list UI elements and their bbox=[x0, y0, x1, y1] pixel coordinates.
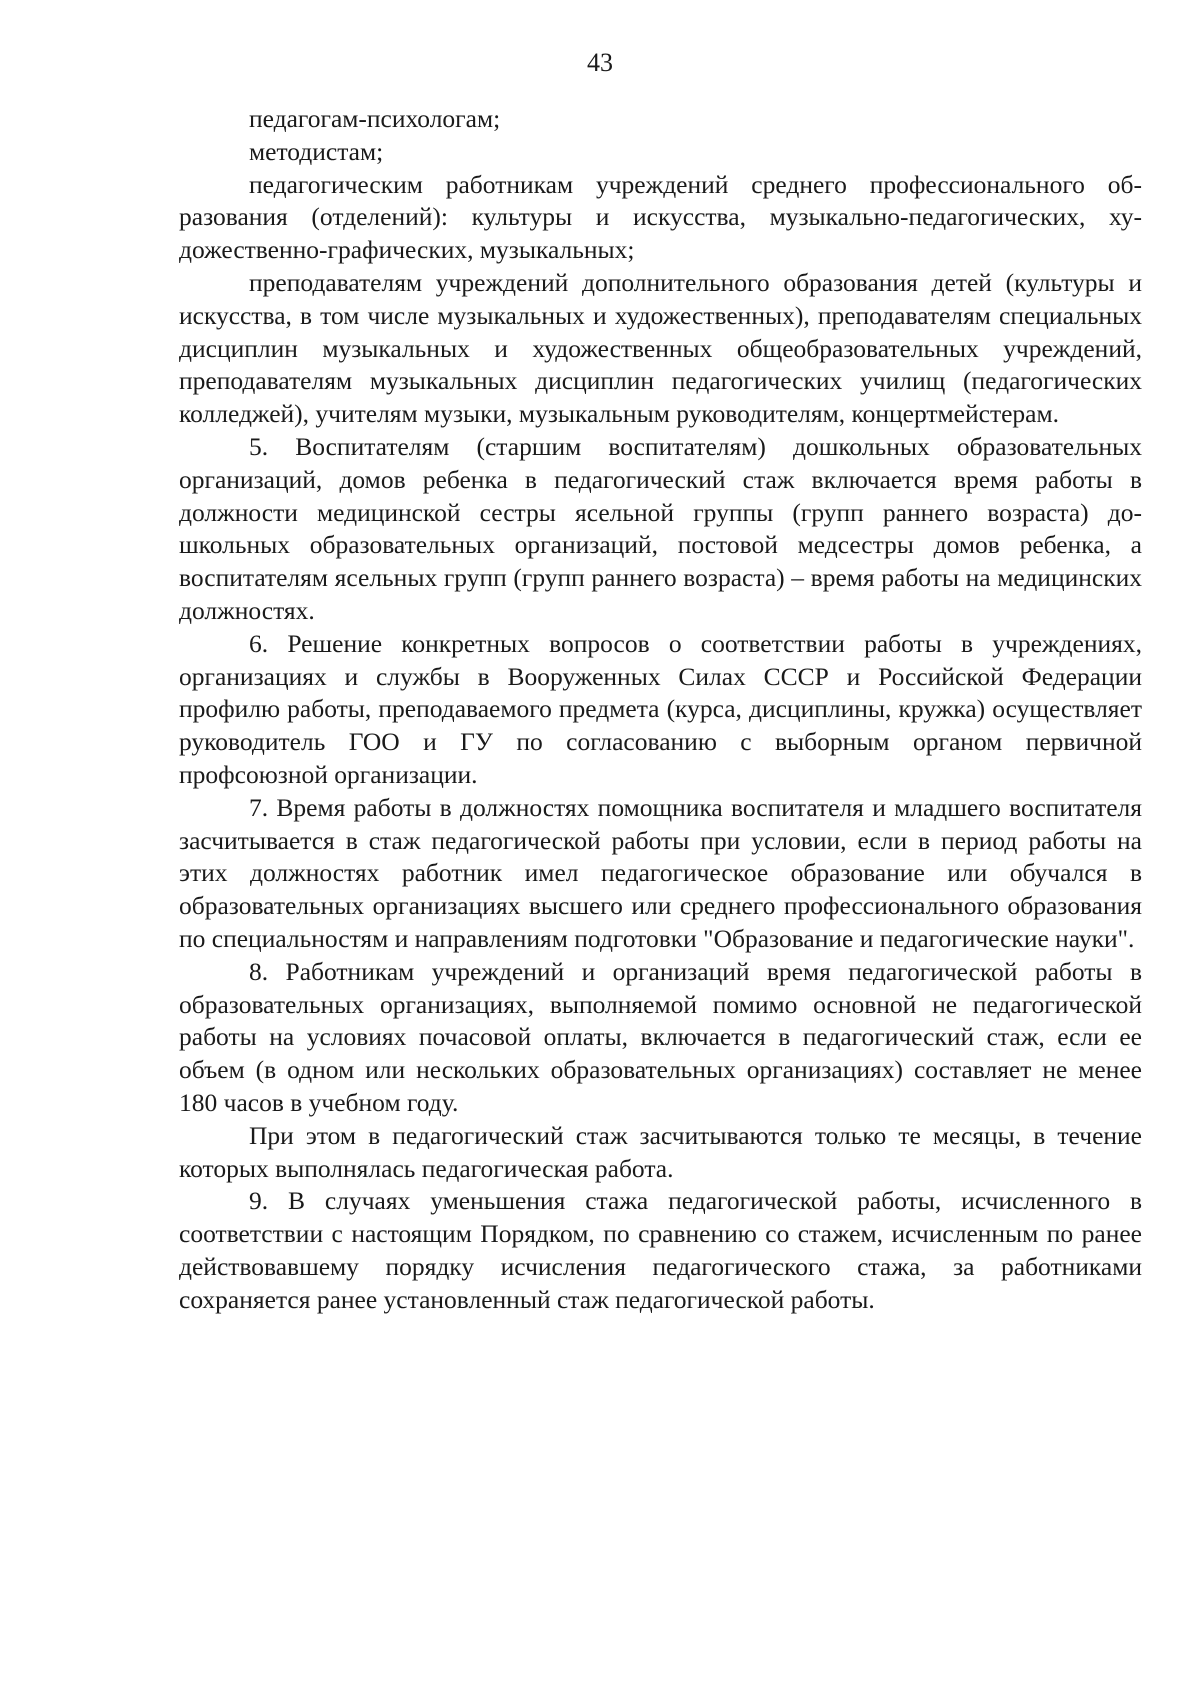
paragraph-methodologists: методистам; bbox=[249, 136, 384, 166]
paragraph-item-9: 9. В случаях уменьшения стажа педагогической работы, исчисленного в соответствии с настоящим Порядком, по сравнению со стажем, исчисленным по ранее действовавшему порядку исчисления педагогического стажа, за работниками сохраняется ранее установленный стаж педагогической работы. bbox=[179, 1186, 1142, 1314]
page-number: 43 bbox=[587, 48, 613, 77]
document-body bbox=[179, 103, 1142, 1316]
paragraph-psychologists: педагогам-психологам; bbox=[249, 104, 501, 133]
paragraph-item-6: 6. Решение конкретных вопросов о соответствии работы в учреждениях, организациях и службы в Вооруженных Силах СССР и Российской Федерации профилю работы, преподаваемого предмета (курса, дисциплины, кружка) осуществляет руководитель ГОО и ГУ по согласованию с выборным органом первичной профсоюзной организации. bbox=[179, 628, 1142, 789]
paragraph-additional-education-teachers: преподавателям учреждений дополнительного образования детей (культуры и искусства, в том числе музыкальных и художественных), преподавателям специальных дисциплин музыкальных и художественных общеобразовательных учреждений, преподавателям музыкальных дисциплин педагогических училищ (педагогических колледжей), учителям музыки, музыкальным руководителям, концертмейстерам. bbox=[179, 267, 1142, 429]
paragraph-item-5: 5. Воспитателям (старшим воспитателям) дошкольных образовательных организаций, домов ребенка в педагогический стаж включается время работы в должности медицинской сестры ясельной группы (групп раннего возраста) дошкольных образовательных организаций, постовой медсестры домов ребенка, а воспитателям ясельных групп (групп раннего возраста) – время работы на медицинских должностях. bbox=[179, 431, 1142, 625]
paragraph-item-7: 7. Время работы в должностях помощника воспитателя и младшего воспитателя засчитывается в стаж педагогической работы при условии, если в период работы на этих должностях работник имел педагогическое образование или обучался в образовательных организациях высшего или среднего профессионального образования по специальностям и направлениям подготовки "Образование и педагогические науки". bbox=[179, 792, 1142, 953]
paragraph-vocational-educators: педагогическим работникам учреждений среднего профессионального образования (отделений): культуры и искусства, музыкально-педагогических, художественно-графических, музыкальных; bbox=[179, 169, 1142, 265]
paragraph-item-8-note: При этом в педагогический стаж засчитываются только те месяцы, в течение которых выполнялась педагогическая работа. bbox=[179, 1120, 1142, 1183]
paragraph-item-8: 8. Работникам учреждений и организаций время педагогической работы в образовательных организациях, выполняемой помимо основной не педагогической работы на условиях почасовой оплаты, включается в педагогический стаж, если ее объем (в одном или нескольких образовательных организациях) составляет не менее 180 часов в учебном году. bbox=[179, 956, 1142, 1117]
